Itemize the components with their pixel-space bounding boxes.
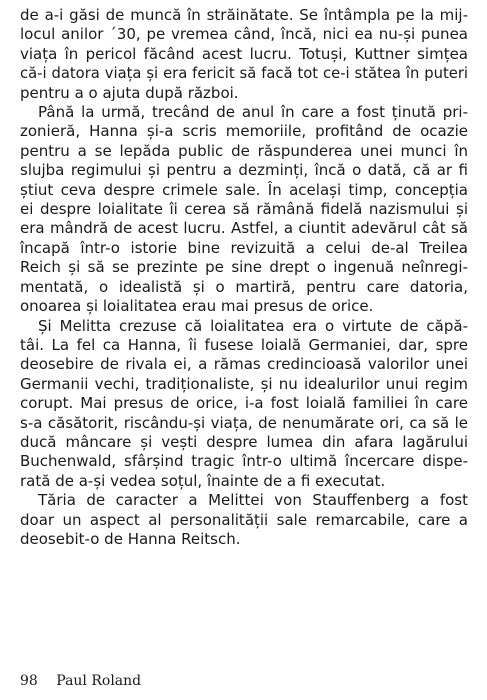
text-line: onoarea și loialitatea erau mai presus de orice. (20, 297, 374, 316)
text-line: rată de a-și vedea soțul, înainte de a fi executat. (20, 471, 386, 490)
running-author: Paul Roland (56, 673, 142, 689)
text-line: s-a căsătorit, riscându-și viața, de nenumărate ori, ca să le (20, 413, 468, 432)
text-line: că-i datora viața și era fericit să facă tot ce-i stătea în puteri (20, 65, 468, 83)
paragraph-4 (20, 491, 468, 549)
text-line: ei despre loialitate îi cerea să rămână fidelă nazismului și (20, 200, 468, 219)
page-number: 98 (20, 673, 38, 689)
text-line: Reich și să se prezinte pe sine drept o ingenuă neînregi- (20, 258, 468, 277)
text-line: Până la urmă, trecând de anul în care a fost ținută pri- (38, 103, 468, 122)
text-line: corupt. Mai presus de orice, i-a fost loială familiei în care (20, 394, 468, 413)
text-line: Și Melitta crezuse că loialitatea era o virtute de căpă- (38, 316, 468, 335)
paragraph-1 (20, 6, 468, 103)
text-line: locul anilor ´30, pe vremea când, încă, nici ea nu-și punea (20, 25, 468, 44)
page-footer (20, 673, 141, 689)
text-line: doar un aspect al personalității sale remarcabile, care a (20, 510, 468, 529)
text-line: Germanii vechi, tradiționaliste, și nu idealurilor unui regim (20, 374, 468, 393)
text-line: încapă într-o istorie bine revizuită a celui de-al Treilea (20, 238, 468, 257)
text-line: slujba regimului și pentru a dezminți, încă o dată, că ar fi (20, 161, 468, 180)
text-line: Tăria de caracter a Melittei von Stauffenberg a fost (38, 491, 468, 510)
text-line: ducă mâncare și vești despre lumea din afara lagărului (20, 432, 468, 451)
body-text (20, 6, 468, 549)
text-line: era mândră de acest lucru. Astfel, a ciuntit adevărul cât să (20, 219, 468, 238)
paragraph-3 (20, 317, 468, 492)
text-line: știut ceva despre crimele sale. În același timp, concepția (20, 180, 468, 199)
text-line: de a-i găsi de muncă în străinătate. Se întâmpla pe la mij- (20, 6, 468, 24)
text-line: pentru a o ajuta după război. (20, 83, 239, 102)
text-line: deosebire de rivala ei, a rămas credincioasă valorilor unei (20, 355, 468, 374)
text-line: Buchenwald, sfârșind tragic într-o ultimă încercare dispe- (20, 452, 468, 471)
text-line: zonieră, Hanna și-a scris memoriile, profitând de ocazie (20, 122, 468, 141)
paragraph-2 (20, 103, 468, 316)
text-line: viața în pericol făcând acest lucru. Totuși, Kuttner simțea (20, 44, 468, 63)
text-line: tâi. La fel ca Hanna, îi fusese loială Germaniei, dar, spre (20, 335, 468, 354)
text-line: deosebit-o de Hanna Reitsch. (20, 529, 241, 548)
text-line: mentată, o idealistă și o martiră, pentru care datoria, (20, 277, 468, 296)
text-line: pentru a se lepăda public de răspunderea unei munci în (20, 141, 468, 160)
